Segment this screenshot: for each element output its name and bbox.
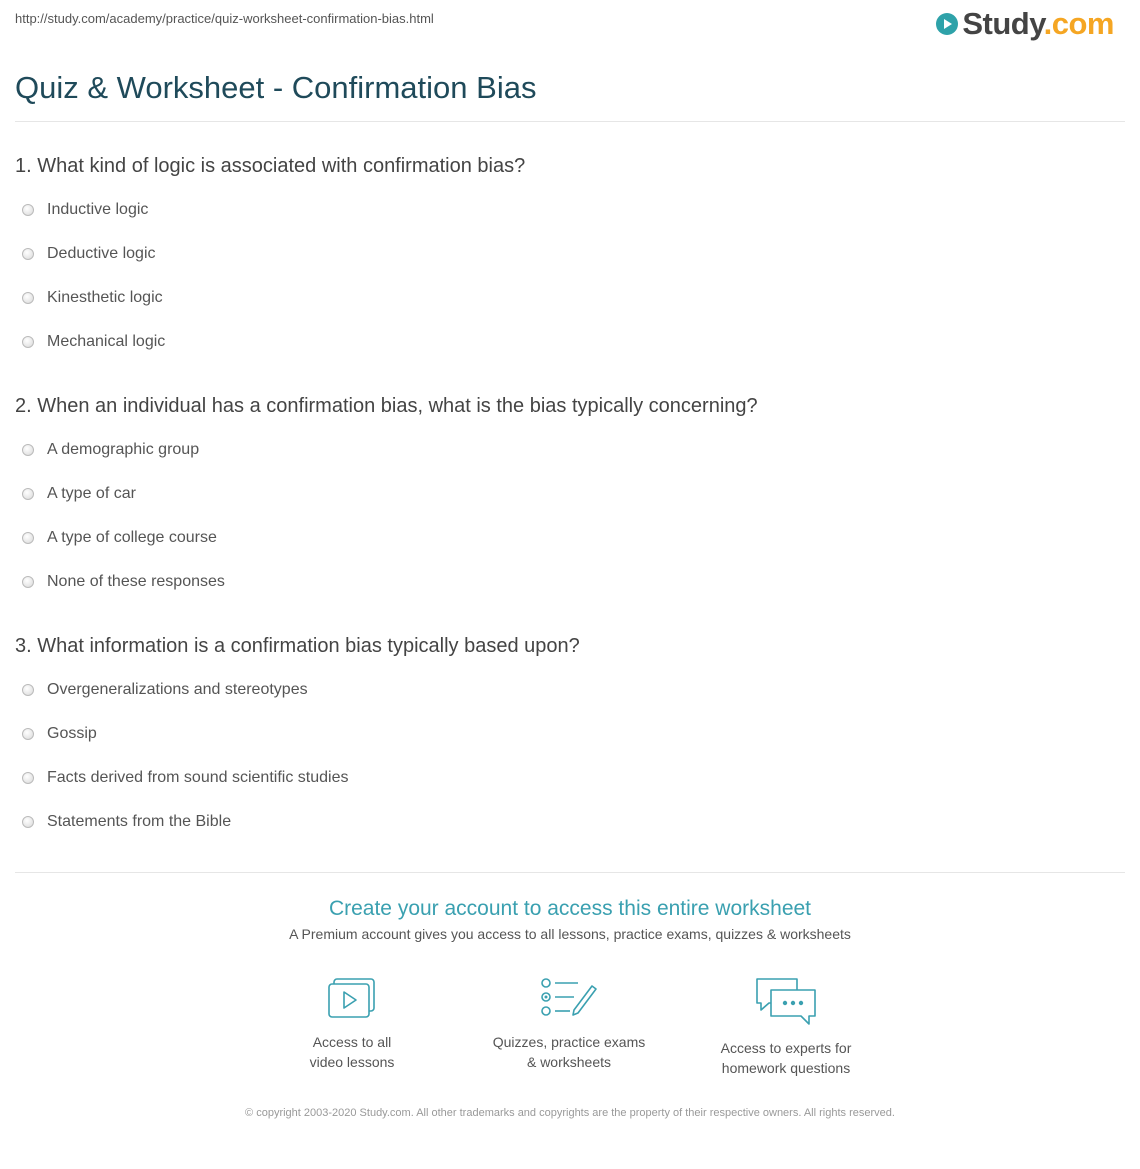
answer-option[interactable] (22, 482, 136, 506)
answer-option[interactable] (22, 198, 148, 222)
feature-video-lessons (252, 976, 452, 1072)
feature-quizzes (469, 976, 669, 1072)
answer-option[interactable] (22, 286, 163, 310)
radio-button[interactable] (22, 292, 34, 304)
radio-button[interactable] (22, 248, 34, 260)
radio-button[interactable] (22, 488, 34, 500)
play-circle-icon (936, 13, 958, 35)
divider (15, 121, 1125, 122)
radio-button[interactable] (22, 532, 34, 544)
page-title: Quiz & Worksheet - Confirmation Bias (15, 70, 537, 105)
logo-name: Study (962, 6, 1044, 41)
feature-experts (686, 976, 886, 1078)
radio-button[interactable] (22, 444, 34, 456)
answer-label: A type of car (47, 485, 136, 502)
answer-label: Deductive logic (47, 245, 156, 262)
answer-option[interactable] (22, 766, 348, 790)
answer-label: Facts derived from sound scientific studies (47, 769, 349, 786)
answer-label: Statements from the Bible (47, 813, 232, 830)
answer-option[interactable] (22, 722, 97, 746)
radio-button[interactable] (22, 204, 34, 216)
create-account-link[interactable]: Create your account to access this entire worksheet (328, 897, 812, 920)
answer-label: Inductive logic (47, 201, 149, 218)
answer-label: Mechanical logic (47, 333, 166, 350)
answer-option[interactable] (22, 678, 308, 702)
answer-label: A type of college course (47, 529, 217, 546)
feature-label-line: homework questions (721, 1060, 851, 1076)
feature-label-line: Quizzes, practice exams (492, 1034, 646, 1050)
divider (15, 872, 1125, 873)
answer-option[interactable] (22, 526, 217, 550)
copyright-footer: © copyright 2003-2020 Study.com. All other trademarks and copyrights are the property of their respective owners. All rights reserved. (245, 1107, 895, 1119)
answer-label: Kinesthetic logic (47, 289, 163, 306)
question-3: 3. What information is a confirmation bias typically based upon? (15, 635, 580, 657)
question-1: 1. What kind of logic is associated with confirmation bias? (15, 155, 526, 177)
answer-option[interactable] (22, 330, 165, 354)
radio-button[interactable] (22, 772, 34, 784)
radio-button[interactable] (22, 576, 34, 588)
answer-label: None of these responses (47, 573, 225, 590)
answer-label: Gossip (47, 725, 97, 742)
feature-label-line: Access to all (312, 1034, 392, 1050)
answer-option[interactable] (22, 810, 231, 834)
cta-subtitle: A Premium account gives you access to all lessons, practice exams, quizzes & worksheets (289, 926, 851, 942)
feature-label-line: video lessons (309, 1054, 395, 1070)
page-url: http://study.com/academy/practice/quiz-worksheet-confirmation-bias.html (15, 11, 434, 26)
radio-button[interactable] (22, 684, 34, 696)
answer-label: Overgeneralizations and stereotypes (47, 681, 308, 698)
answer-option[interactable] (22, 438, 199, 462)
answer-label: A demographic group (47, 441, 200, 458)
answer-option[interactable] (22, 242, 156, 266)
quiz-checklist-icon (540, 976, 598, 1022)
feature-label-line: & worksheets (526, 1054, 612, 1070)
chat-bubbles-icon (753, 976, 819, 1028)
radio-button[interactable] (22, 816, 34, 828)
radio-button[interactable] (22, 728, 34, 740)
study-logo[interactable] (936, 8, 1114, 40)
answer-option[interactable] (22, 570, 225, 594)
feature-label-line: Access to experts for (720, 1040, 852, 1056)
video-lesson-icon (326, 976, 378, 1022)
radio-button[interactable] (22, 336, 34, 348)
logo-suffix: .com (1043, 6, 1114, 41)
question-2: 2. When an individual has a confirmation bias, what is the bias typically concerning? (15, 395, 758, 417)
